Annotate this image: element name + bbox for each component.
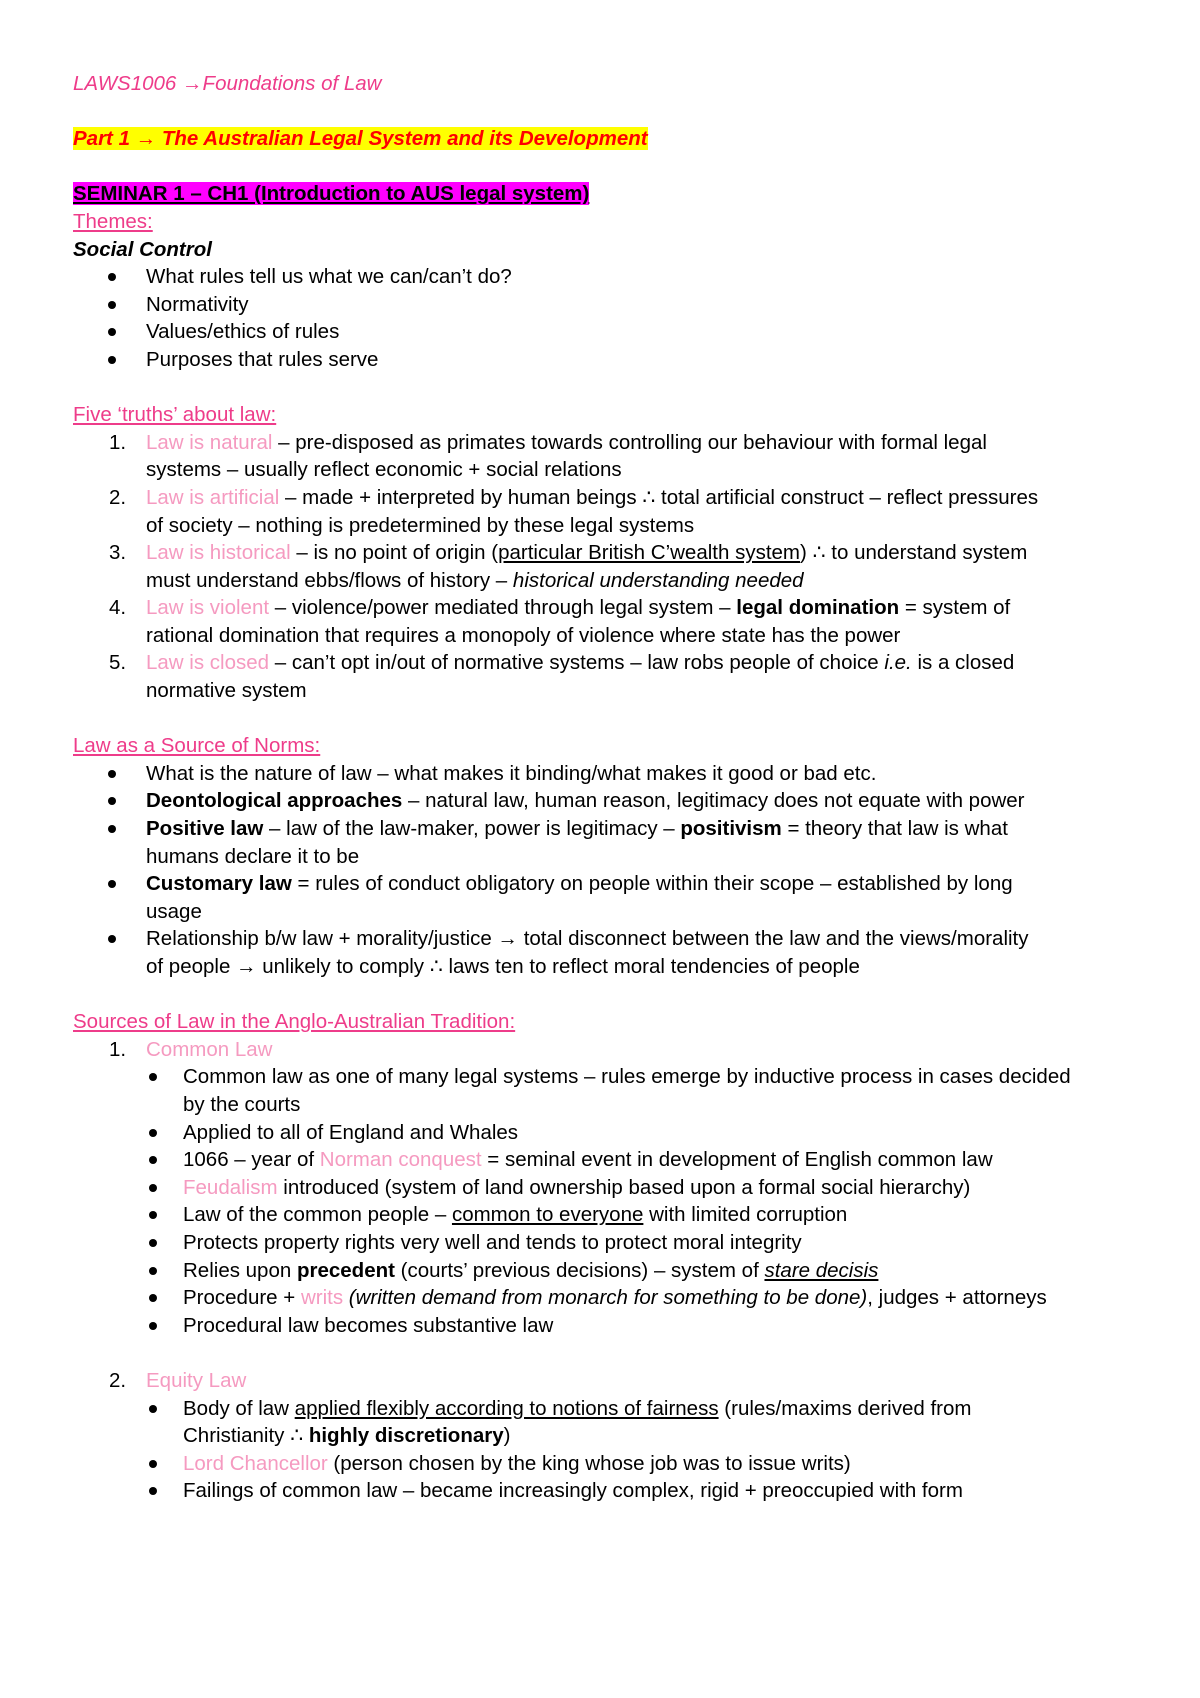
themes-list <box>73 263 1143 373</box>
list-item: Positive law – law of the law-maker, power is legitimacy – positivism = theory that law is what humans declare it to be <box>73 815 1143 870</box>
list-item: 3. Law is historical – is no point of origin (particular British C’wealth system) ∴ to understand system must understand ebbs/flows of history – historical understanding needed <box>109 541 1028 592</box>
list-item: Relies upon precedent (courts’ previous decisions) – system of stare decisis <box>73 1257 1143 1285</box>
part-title: The Australian Legal System and its Development <box>161 127 648 151</box>
arrow-icon: → <box>236 955 257 978</box>
list-item: Customary law = rules of conduct obligatory on people within their scope – established by long usage <box>73 870 1143 925</box>
arrow-icon: → <box>135 127 157 151</box>
bullet-icon <box>149 1129 157 1137</box>
list-item: Purposes that rules serve <box>73 346 1143 374</box>
list-item: Procedural law becomes substantive law <box>73 1312 1143 1340</box>
list-item: Lord Chancellor (person chosen by the king whose job was to issue writs) <box>73 1450 1143 1478</box>
list-item: Protects property rights very well and tends to protect moral integrity <box>73 1229 1143 1257</box>
norms-list <box>73 760 1143 981</box>
bullet-icon <box>108 797 116 805</box>
seminar-heading <box>73 180 1143 208</box>
common-law-list <box>73 1063 1143 1339</box>
truth-term: Law is violent <box>146 596 270 620</box>
bullet-icon <box>149 1460 157 1468</box>
bullet-icon <box>149 1211 157 1219</box>
truth-term: Law is natural <box>146 430 273 454</box>
list-item: 1. Common Law <box>109 1037 273 1061</box>
bullet-icon <box>149 1487 157 1495</box>
bullet-icon <box>108 328 116 336</box>
list-item: Values/ethics of rules <box>73 318 1143 346</box>
truths-heading: Five ‘truths’ about law: <box>73 403 277 427</box>
list-item: What rules tell us what we can/can’t do? <box>73 263 1143 291</box>
list-item: 2. Equity Law <box>109 1368 247 1392</box>
bullet-icon <box>149 1267 157 1275</box>
course-header <box>73 70 1143 98</box>
truth-term: Law is historical <box>146 541 291 565</box>
bullet-icon <box>149 1156 157 1164</box>
bullet-icon <box>108 825 116 833</box>
bullet-icon <box>108 301 116 309</box>
course-code: LAWS1006 <box>73 72 177 95</box>
sources-list-continued <box>73 1367 1143 1395</box>
list-item: 2. Law is artificial – made + interpreted by human beings ∴ total artificial construct – reflect pressures of society – nothing is predetermined by these legal systems <box>109 485 1039 537</box>
sources-list <box>73 1036 1143 1064</box>
bullet-icon <box>149 1184 157 1192</box>
arrow-icon: → <box>182 72 203 95</box>
bullet-icon <box>149 1322 157 1330</box>
equity-law-list <box>73 1395 1143 1505</box>
bullet-icon <box>149 1405 157 1413</box>
list-item: Applied to all of England and Whales <box>73 1119 1143 1147</box>
list-item: Law of the common people – common to everyone with limited corruption <box>73 1201 1143 1229</box>
list-item: Failings of common law – became increasingly complex, rigid + preoccupied with form <box>73 1477 1143 1505</box>
list-item: Feudalism introduced (system of land ownership based upon a formal social hierarchy) <box>73 1174 1143 1202</box>
list-item: Relationship b/w law + morality/justice → total disconnect between the law and the views/morality of people → unlikely to comply ∴ laws ten to reflect moral tendencies of people <box>73 925 1143 980</box>
seminar-title: SEMINAR 1 – CH1 (Introduction to AUS legal system) <box>73 182 590 206</box>
list-item: 4. Law is violent – violence/power mediated through legal system – legal domination = system of rational domination that requires a monopoly of violence where state has the power <box>109 596 1011 647</box>
norms-heading: Law as a Source of Norms: <box>73 734 321 758</box>
bullet-icon <box>108 935 116 943</box>
list-item: 1066 – year of Norman conquest = seminal event in development of English common law <box>73 1146 1143 1174</box>
truths-list <box>73 429 1143 705</box>
part-heading <box>73 125 1143 153</box>
list-item: Common law as one of many legal systems – rules emerge by inductive process in cases decided by the courts <box>73 1063 1143 1118</box>
source-title: Common Law <box>146 1037 273 1061</box>
part-label: Part 1 <box>73 127 130 151</box>
list-item: 1. Law is natural – pre-disposed as primates towards controlling our behaviour with formal legal systems – usually reflect economic + social relations <box>109 430 987 482</box>
list-item: 5. Law is closed – can’t opt in/out of normative systems – law robs people of choice i.e. is a closed normative system <box>109 651 1015 703</box>
bullet-icon <box>149 1073 157 1081</box>
bullet-icon <box>149 1294 157 1302</box>
truth-term: Law is closed <box>146 651 270 675</box>
course-title: Foundations of Law <box>202 72 382 95</box>
bullet-icon <box>108 770 116 778</box>
notes-body <box>73 70 1143 1505</box>
list-item: Deontological approaches – natural law, human reason, legitimacy does not equate with power <box>73 787 1143 815</box>
arrow-icon: → <box>497 927 518 951</box>
list-item: What is the nature of law – what makes it binding/what makes it good or bad etc. <box>73 760 1143 788</box>
bullet-icon <box>149 1239 157 1247</box>
bullet-icon <box>108 880 116 888</box>
source-title: Equity Law <box>146 1368 247 1392</box>
bullet-icon <box>108 273 116 281</box>
list-item: Procedure + writs (written demand from monarch for something to be done), judges + attorneys <box>73 1284 1143 1312</box>
sources-heading: Sources of Law in the Anglo-Australian Tradition: <box>73 1010 516 1034</box>
list-item: Normativity <box>73 291 1143 319</box>
truth-term: Law is artificial <box>146 485 280 509</box>
bullet-icon <box>108 356 116 364</box>
list-item: Body of law applied flexibly according to notions of fairness (rules/maxims derived from Christianity ∴ highly discretionary) <box>73 1395 1143 1450</box>
themes-heading: Themes: <box>73 209 153 233</box>
themes-subheading: Social Control <box>73 237 212 261</box>
